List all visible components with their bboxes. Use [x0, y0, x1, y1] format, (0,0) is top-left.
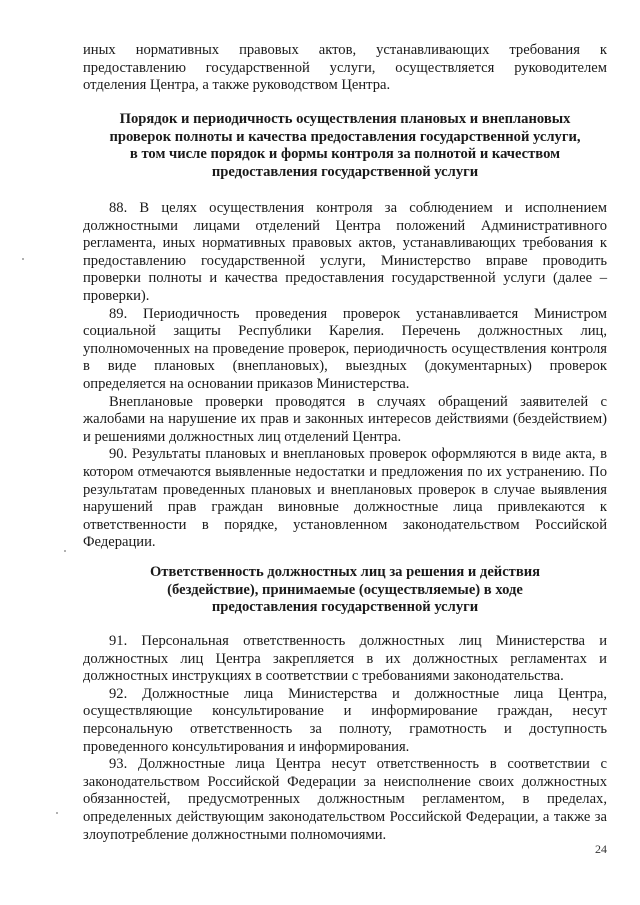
- heading-line: в том числе порядок и формы контроля за полнотой и качеством: [129, 146, 561, 163]
- paragraph-91: 91. Персональная ответственность должностных лиц Министерства и должностных лиц Центра закрепляется в их должностных регламентах и должностных инструкциях в соответствии с требованиями законодательства.: [83, 633, 607, 685]
- page-number: 24: [595, 842, 607, 856]
- section1-body: [83, 200, 607, 552]
- heading-line: (бездействие), принимаемые (осуществляемые) в ходе: [167, 581, 523, 598]
- intro-paragraph: иных нормативных правовых актов, устанавливающих требования к предоставлению государственной услуги, осуществляется руководителем отделения Центра, а также руководством Центра.: [83, 42, 607, 94]
- section2-body: [83, 633, 607, 844]
- paragraph-89: 89. Периодичность проведения проверок устанавливается Министром социальной защиты Республики Карелия. Перечень должностных лиц, уполномоченных на проведение проверок, периодичность осуществления контроля в виде плановых (внеплановых), выездных (документарных) проверок определяется на основании приказов Министерства.: [83, 305, 607, 392]
- paragraph-92: 92. Должностные лица Министерства и должностные лица Центра, осуществляющие консультирование и информирование граждан, несут персональную ответственность за полноту, грамотность и доступность проведенного консультирования и информирования.: [83, 685, 607, 755]
- paragraph-90: 90. Результаты плановых и внеплановых проверок оформляются в виде акта, в котором отмечаются выявленные недостатки и предложения по их устранению. По результатам проведенных плановых и внеплановых проверок в случае выявления нарушений прав граждан виновные должностные лица привлекаются к ответственности в порядке, установленном законодательством Российской Федерации.: [83, 446, 607, 551]
- section-heading-inspections: [90, 111, 600, 181]
- paragraph-93: 93. Должностные лица Центра несут ответственность в соответствии с законодательством Российской Федерации за неисполнение своих должностных обязанностей, предусмотренных должностным регламентом, в пределах, определенных действующим законодательством Российской Федерации, а также за злоупотребление должностными полномочиями.: [83, 756, 607, 843]
- heading-line: предоставления государственной услуги: [211, 599, 479, 616]
- paragraph-unscheduled-inspections: Внеплановые проверки проводятся в случаях обращений заявителей с жалобами на нарушение их прав и законных интересов действиями (бездействием) и решениями должностных лиц отделений Центра.: [83, 393, 607, 445]
- heading-line: Порядок и периодичность осуществления плановых и внеплановых: [119, 111, 571, 127]
- section-heading-responsibility: [90, 564, 600, 617]
- paragraph-88: 88. В целях осуществления контроля за соблюдением и исполнением должностными лицами отделений Центра положений Административного регламента, иных нормативных правовых актов, устанавливающих требования к предоставлению государственной услуги, Министерство вправе проводить проверки полноты и качества предоставления государственной услуги (далее – проверки).: [83, 200, 607, 304]
- heading-line: проверок полноты и качества предоставления государственной услуги,: [109, 128, 581, 145]
- scan-speck: [64, 550, 66, 552]
- scan-speck: [56, 812, 58, 814]
- intro-block: [83, 42, 607, 95]
- heading-line: предоставления государственной услуги: [211, 163, 479, 180]
- heading-line: Ответственность должностных лиц за решения и действия: [149, 564, 541, 580]
- scan-speck: [22, 258, 24, 260]
